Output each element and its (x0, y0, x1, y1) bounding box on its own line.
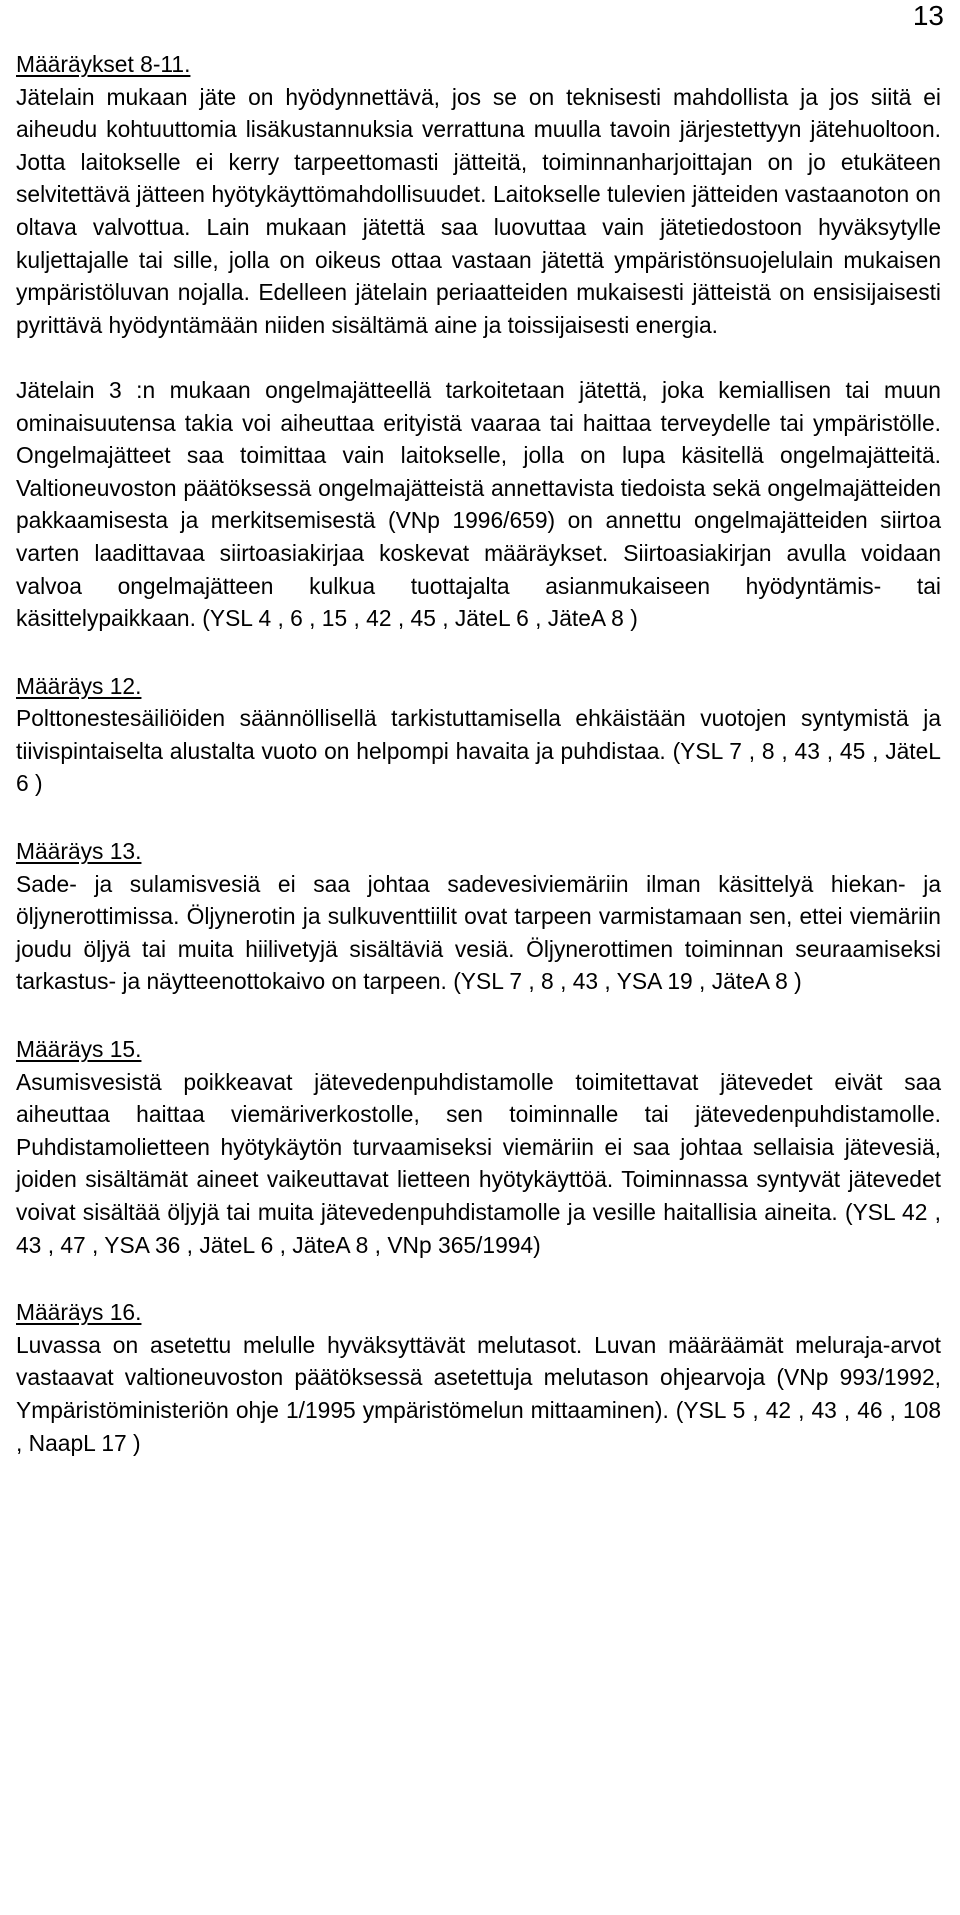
paragraph: Jätelain mukaan jäte on hyödynnettävä, jos se on teknisesti mahdollista ja jos siitä ei aiheudu kohtuuttomia lisäkustannuksia verrattuna muulla tavoin järjestettyyn jätehuoltoon. Jotta laitokselle ei kerry tarpeettomasti jätteitä, toiminnanharjoittajan on jo etukäteen selvitettävä jätteen hyötykäyttömahdollisuudet. Laitokselle tulevien jätteiden vastaanoton on oltava valvottua. Lain mukaan jätettä saa luovuttaa vain jätetiedostoon hyväksytylle kuljettajalle tai sille, jolla on oikeus ottaa vastaan jätettä ympäristönsuojelulain mukaisen ympäristöluvan nojalla. Edelleen jätelain periaatteiden mukaisesti jätteistä on ensisijaisesti pyrittävä hyödyntämään niiden sisältämä aine ja toissijaisesti energia. (16, 83, 941, 338)
page-number: 13 (912, 0, 944, 31)
section-heading: Määräys 13. (16, 838, 142, 865)
section-maarays-13 (16, 835, 941, 998)
section-maarays-15 (16, 1033, 941, 1261)
paragraph: Jätelain 3 :n mukaan ongelmajätteellä tarkoitetaan jätettä, joka kemiallisen tai muun ominaisuutensa takia voi aiheuttaa erityistä vaaraa tai haittaa terveydelle tai ympäristölle. Ongelmajätteet saa toimittaa vain laitokselle, jolla on lupa käsitellä ongelmajätteitä. Valtioneuvoston päätöksessä ongelmajätteistä annettavista tiedoista sekä ongelmajätteiden pakkaamisesta ja merkitsemisestä (VNp 1996/659) on annettu ongelmajätteiden siirtoa varten laadittavaa siirtoasiakirjaa koskevat määräykset. Siirtoasiakirjan avulla voidaan valvoa ongelmajätteen kulkua tuottajalta asianmukaiseen hyödyntämis- tai käsittelypaikkaan. (YSL 4 , 6 , 15 , 42 , 45 , JäteL 6 , JäteA 8 ) (16, 376, 941, 632)
section-heading: Määräys 12. (16, 672, 142, 699)
section-heading: Määräys 16. (16, 1299, 142, 1326)
section-heading: Määräys 15. (16, 1036, 142, 1063)
section-heading: Määräykset 8-11. (16, 51, 191, 77)
section-maarays-12 (16, 670, 941, 800)
paragraph: Asumisvesistä poikkeavat jätevedenpuhdistamolle toimitettavat jätevedet eivät saa aiheuttaa haittaa viemäriverkostolle, sen toiminnalle tai jätevedenpuhdistamolle. Puhdistamolietteen hyötykäytön turvaamiseksi viemäriin ei saa johtaa sellaisia jätevesiä, joiden sisältämät aineet vaikeuttavat lietteen hyötykäyttöä. Toiminnassa syntyvät jätevedet voivat sisältää öljyjä tai muita jätevedenpuhdistamolle ja vesille haitallisia aineita. (YSL 42 , 43 , 47 , YSA 36 , JäteL 6 , JäteA 8 , VNp 365/1994) (16, 1068, 941, 1258)
document-body (16, 48, 941, 1494)
section-maarays-16 (16, 1296, 941, 1459)
section-maaraykset-8-11 (16, 48, 941, 635)
paragraph: Sade- ja sulamisvesiä ei saa johtaa sadevesiviemäriin ilman käsittelyä hiekan- ja öljynerottimissa. Öljynerotin ja sulkuventtiilit ovat tarpeen varmistamaan sen, ettei viemäriin joudu öljyä tai muita hiilivetyjä sisältäviä vesiä. Öljynerottimen toiminnan seuraamiseksi tarkastus- ja näytteenottokaivo on tarpeen. (YSL 7 , 8 , 43 , YSA 19 , JäteA 8 ) (16, 870, 941, 995)
paragraph: Polttonestesäiliöiden säännöllisellä tarkistuttamisella ehkäistään vuotojen syntymistä ja tiivispintaiselta alustalta vuoto on helpompi havaita ja puhdistaa. (YSL 7 , 8 , 43 , 45 , JäteL 6 ) (16, 705, 941, 797)
paragraph: Luvassa on asetettu melulle hyväksyttävät melutasot. Luvan määräämät meluraja-arvot vastaavat valtioneuvoston päätöksessä asetettuja melutason ohjearvoja (VNp 993/1992, Ympäristöministeriön ohje 1/1995 ympäristömelun mittaaminen). (YSL 5 , 42 , 43 , 46 , 108 , NaapL 17 ) (16, 1331, 941, 1456)
